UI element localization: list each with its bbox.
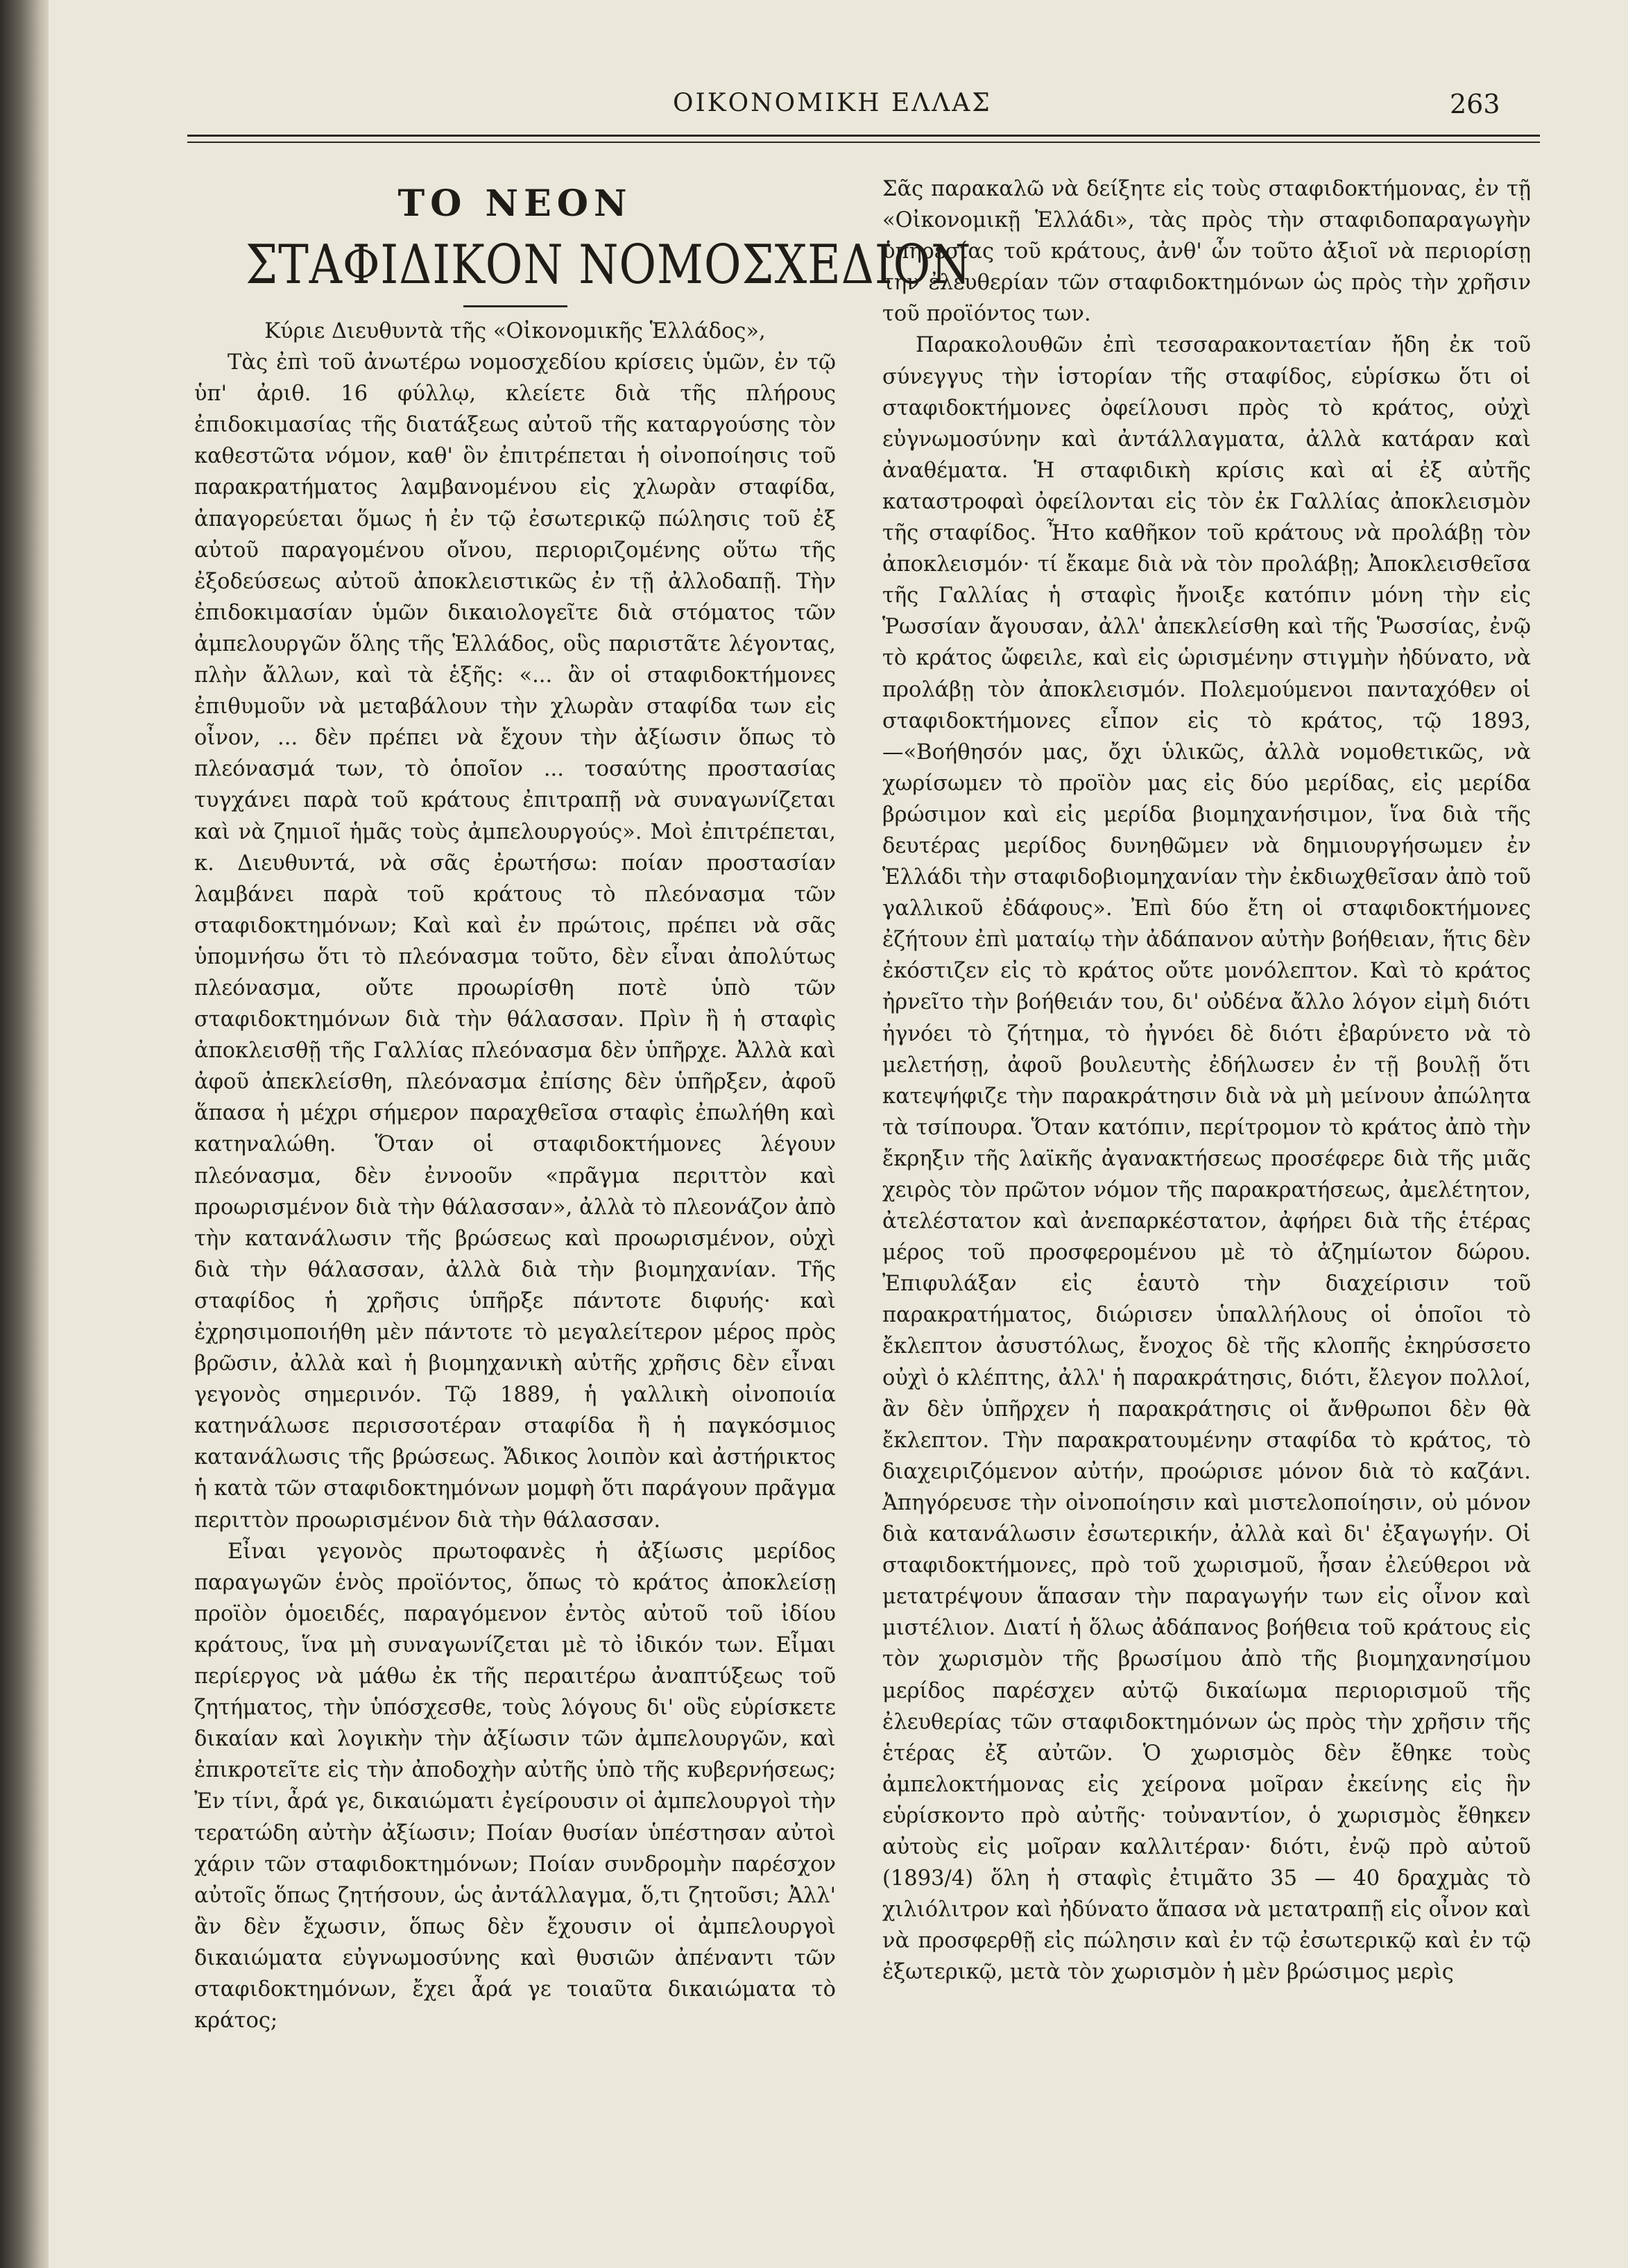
article-title-line2: ΣΤΑΦΙΔΙΚΟΝ ΝΟΜΟΣΧΕΔΙΟΝ <box>246 234 972 296</box>
header-rule-secondary <box>187 142 1540 143</box>
paragraph: Σᾶς παρακαλῶ νὰ δείξητε εἰς τοὺς σταφιδοκτήμονας, ἐν τῇ «Οἰκονομικῇ Ἑλλάδι», τὰς πρὸς τὴν σταφιδοπαραγωγὴν ὑπηρεσίας τοῦ κράτους, ἀνθ' ὧν τοῦτο ἀξιοῖ νὰ περιορίσῃ τὴν ἐλευθερίαν τῶν σταφιδοκτημόνων ὡς πρὸς τὴν χρῆσιν τοῦ προϊόντος των. <box>882 177 1531 327</box>
salutation: Κύριε Διευθυντὰ τῆς «Οἰκονομικῆς Ἑλλάδος», <box>264 319 766 343</box>
left-column <box>194 167 972 2036</box>
page-number: 263 <box>1450 89 1500 119</box>
page <box>49 0 1628 2268</box>
header-rule <box>187 135 1540 137</box>
paragraph: Τὰς ἐπὶ τοῦ ἀνωτέρω νομοσχεδίου κρίσεις ὑμῶν, ἐν τῷ ὑπ' ἀριθ. 16 φύλλῳ, κλείετε διὰ τῆς πλήρους ἐπιδοκιμασίας τῆς διατάξεως αὐτοῦ τῆς καταργούσης τὸν καθεστῶτα νόμον, καθ' ὃν ἐπιτρέπεται ἡ οἰνοποίησις τοῦ παρακρατήματος λαμβανομένου εἰς χλωρὰν σταφίδα, ἀπαγορεύεται ὅμως ἡ ἐν τῷ ἐσωτερικῷ πώλησις τοῦ ἐξ αὐτοῦ παραγομένου οἴνου, περιοριζομένης οὕτω τῆς ἐξοδεύσεως αὐτοῦ ἀποκλειστικῶς ἐν τῇ ἀλλοδαπῇ. Τὴν ἐπιδοκιμασίαν ὑμῶν δικαιολογεῖτε διὰ στόματος τῶν ἀμπελουργῶν ὅλης τῆς Ἑλλάδος, οὓς παριστᾶτε λέγοντας, πλὴν ἄλλων, καὶ τὰ ἑξῆς: «... ἂν οἱ σταφιδοκτήμονες ἐπιθυμοῦν νὰ μεταβάλουν τὴν χλωρὰν σταφίδα των εἰς οἶνον, ... δὲν πρέπει νὰ ἔχουν τὴν ἀξίωσιν ὅπως τὸ πλεόνασμά των, τὸ ὁποῖον ... τοσαύτης προστασίας τυγχάνει παρὰ τοῦ κράτους ἐπιτραπῇ νὰ συναγωνίζεται καὶ νὰ ζημιοῖ ἡμᾶς τοὺς ἀμπελουργούς». Μοὶ ἐπιτρέπεται, κ. Διευθυντά, νὰ σᾶς ἐρωτήσω: ποίαν προστασίαν λαμβάνει παρὰ τοῦ κράτους τὸ πλεόνασμα τῶν σταφιδοκτημόνων; Καὶ καὶ ἐν πρώτοις, πρέπει νὰ σᾶς ὑπομνήσω ὅτι τὸ πλεόνασμα τοῦτο, δὲν εἶναι ἀπολύτως πλεόνασμα, οὔτε προωρίσθη ποτὲ ὑπὸ τῶν σταφιδοκτημόνων διὰ τὴν θάλασσαν. Πρὶν ἢ ἡ σταφὶς ἀποκλεισθῇ τῆς Γαλλίας πλεόνασμα δὲν ὑπῆρχε. Ἀλλὰ καὶ ἀφοῦ ἀπεκλείσθη, πλεόνασμα ἐπίσης δὲν ὑπῆρξεν, ἀφοῦ ἅπασα ἡ μέχρι σήμερον παραχθεῖσα σταφὶς ἐπωλήθη καὶ κατηναλώθη. Ὅταν οἱ σταφιδοκτήμονες λέγουν πλεόνασμα, δὲν ἐννοοῦν «πρᾶγμα περιττὸν καὶ προωρισμένον διὰ τὴν θάλασσαν», ἀλλὰ τὸ πλεονάζον ἀπὸ τὴν κατανάλωσιν τῆς βρώσεως καὶ προωρισμένον, οὐχὶ διὰ τὴν θάλασσαν, ἀλλὰ διὰ τὴν βιομηχανίαν. Τῆς σταφίδος ἡ χρῆσις ὑπῆρξε πάντοτε διφυής· καὶ ἐχρησιμοποιήθη μὲν πάντοτε τὸ μεγαλείτερον μέρος πρὸς βρῶσιν, ἀλλὰ καὶ ἡ βιομηχανικὴ αὐτῆς χρῆσις δὲν εἶναι γεγονὸς σημερινόν. Τῷ 1889, ἡ γαλλικὴ οἰνοποιία κατηνάλωσε περισσοτέραν σταφίδα ἢ ἡ παγκόσμιος κατανάλωσις τῆς βρώσεως. Ἄδικος λοιπὸν καὶ ἀστήρικτος ἡ κατὰ τῶν σταφιδοκτημόνων μομφὴ ὅτι παράγουν πρᾶγμα περιττὸν προωρισμένον διὰ τὴν θάλασσαν. <box>194 350 836 1533</box>
title-divider <box>463 305 567 307</box>
right-column <box>882 173 1531 1988</box>
running-title: ΟΙΚΟΝΟΜΙΚΗ ΕΛΛΑΣ <box>673 89 992 117</box>
paragraph: Παρακολουθῶν ἐπὶ τεσσαρακονταετίαν ἤδη ἐκ τοῦ σύνεγγυς τὴν ἱστορίαν τῆς σταφίδος, εὑρίσκω ὅτι οἱ σταφιδοκτήμονες ὀφείλουσι πρὸς τὸ κράτος, οὐχὶ εὐγνωμοσύνην καὶ ἀντάλλαγματα, ἀλλὰ κατάραν καὶ ἀναθέματα. Ἡ σταφιδικὴ κρίσις καὶ αἱ ἐξ αὐτῆς καταστροφαὶ ὀφείλονται εἰς τὸν ἐκ Γαλλίας ἀποκλεισμὸν τῆς σταφίδος. Ἦτο καθῆκον τοῦ κράτους νὰ προλάβῃ τὸν ἀποκλεισμόν· τί ἔκαμε διὰ νὰ τὸν προλάβῃ; Ἀποκλεισθεῖσα τῆς Γαλλίας ἡ σταφὶς ἤνοιξε κατόπιν μόνη τὴν εἰς Ῥωσσίαν ἄγουσαν, ἀλλ' ἀπεκλείσθη καὶ τῆς Ῥωσσίας, ἐνῷ τὸ κράτος ὤφειλε, καὶ εἰς ὡρισμένην στιγμὴν ἠδύνατο, νὰ προλάβῃ τὸν ἀποκλεισμόν. Πολεμούμενοι πανταχόθεν οἱ σταφιδοκτήμονες εἶπον εἰς τὸ κράτος, τῷ 1893,—«Βοήθησόν μας, ὄχι ὑλικῶς, ἀλλὰ νομοθετικῶς, νὰ χωρίσωμεν τὸ προϊὸν μας εἰς δύο μερίδας, εἰς μερίδα βρώσιμον καὶ εἰς μερίδα βιομηχανήσιμον, ἵνα διὰ τῆς δευτέρας μερίδος δυνηθῶμεν νὰ δημιουργήσωμεν ἐν Ἑλλάδι τὴν σταφιδοβιομηχανίαν τὴν ἐκδιωχθεῖσαν ἀπὸ τοῦ γαλλικοῦ ἐδάφους». Ἐπὶ δύο ἔτη οἱ σταφιδοκτήμονες ἐζήτουν ἐπὶ ματαίῳ τὴν ἀδάπανον αὐτὴν βοήθειαν, ἥτις δὲν ἐκόστιζεν εἰς τὸ κράτος οὔτε μονόλεπτον. Καὶ τὸ κράτος ἠρνεῖτο τὴν βοήθειάν του, δι' οὐδένα ἄλλο λόγον εἰμὴ διότι ἠγνόει τὸ ζήτημα, τὸ ἠγνόει δὲ διότι ἐβαρύνετο νὰ τὸ μελετήσῃ, ἀφοῦ βουλευτὴς ἐδήλωσεν ἐν τῇ βουλῇ ὅτι κατεψήφιζε τὴν παρακράτησιν διὰ νὰ μὴ μείνουν ἀπώλητα τὰ τσίπουρα. Ὅταν κατόπιν, περίτρομον τὸ κράτος ἀπὸ τὴν ἔκρηξιν τῆς λαϊκῆς ἀγανακτήσεως προσέφερε διὰ τῆς μιᾶς χειρὸς τὸν πρῶτον νόμον τῆς παρακρατήσεως, ἀμελέτητον, ἀτελέστατον καὶ ἀνεπαρκέστατον, ἀφήρει διὰ τῆς ἑτέρας μέρος τοῦ προσφερομένου μὲ τὸ ἀζημίωτον δώρου. Ἐπιφυλάξαν εἰς ἑαυτὸ τὴν διαχείρισιν τοῦ παρακρατήματος, διώρισεν ὑπαλλήλους οἱ ὁποῖοι τὸ ἔκλεπτον ἀσυστόλως, ἔνοχος δὲ τῆς κλοπῆς ἐκηρύσσετο οὐχὶ ὁ κλέπτης, ἀλλ' ἡ παρακράτησις, διότι, ἔλεγον πολλοί, ἂν δὲν ὑπῆρχεν ἡ παρακράτησις οἱ ἄνθρωποι δὲν θὰ ἔκλεπτον. Τὴν παρακρατουμένην σταφίδα τὸ κράτος, τὸ διαχειριζόμενον αὐτήν, προώρισε μόνον διὰ τὸ καζάνι. Ἀπηγόρευσε τὴν οἰνοποίησιν καὶ μιστελοποίησιν, οὐ μόνον διὰ κατανάλωσιν ἐσωτερικήν, ἀλλὰ καὶ δι' ἐξαγωγήν. Οἱ σταφιδοκτήμονες, πρὸ τοῦ χωρισμοῦ, ἦσαν ἐλεύθεροι νὰ μετατρέψουν ἅπασαν τὴν παραγωγήν των εἰς οἶνον καὶ μιστέλιον. Διατί ἡ ὅλως ἀδάπανος βοήθεια τοῦ κράτους εἰς τὸν χωρισμὸν τῆς βρωσίμου ἀπὸ τῆς βιομηχανησίμου μερίδος παρέσχεν αὐτῷ δικαίωμα περιορισμοῦ τῆς ἐλευθερίας τῶν σταφιδοκτημόνων ὡς πρὸς τὴν χρῆσιν τῆς ἑτέρας ἐξ αὐτῶν. Ὁ χωρισμὸς δὲν ἔθηκε τοὺς ἀμπελοκτήμονας εἰς χείρονα μοῖραν ἐκείνης εἰς ἣν εὑρίσκοντο πρὸ αὐτῆς· τοὐναντίον, ὁ χωρισμὸς ἔθηκεν αὐτοὺς εἰς μοῖραν καλλιτέραν· διότι, ἐνῷ πρὸ αὐτοῦ (1893/4) ὅλη ἡ σταφὶς ἐτιμᾶτο 35 — 40 δραχμὰς τὸ χιλιόλιτρον καὶ ἠδύνατο ἅπασα νὰ μετατραπῇ εἰς οἶνον καὶ νὰ προσφερθῇ εἰς πώλησιν καὶ ἐν τῷ ἐσωτερικῷ καὶ ἐν τῷ ἐξωτερικῷ, μετὰ τὸν χωρισμὸν ἡ μὲν βρώσιμος μερὶς <box>882 333 1531 1985</box>
article-title-line1: ΤΟ ΝΕΟΝ <box>397 182 633 225</box>
book-binding-shadow <box>0 0 49 2268</box>
paragraph: Εἶναι γεγονὸς πρωτοφανὲς ἡ ἀξίωσις μερίδος παραγωγῶν ἑνὸς προϊόντος, ὅπως τὸ κράτος ἀποκλείσῃ προϊὸν ὁμοειδές, παραγόμενον ἐντὸς αὐτοῦ τοῦ ἰδίου κράτους, ἵνα μὴ συναγωνίζεται μὲ τὸ ἰδικόν των. Εἶμαι περίεργος νὰ μάθω ἐκ τῆς περαιτέρω ἀναπτύξεως τοῦ ζητήματος, τὴν ὑπόσχεσθε, τοὺς λόγους δι' οὓς εὑρίσκετε δικαίαν καὶ λογικὴν τὴν ἀξίωσιν τῶν ἀμπελουργῶν, καὶ ἐπικροτεῖτε εἰς τὴν ἀποδοχὴν αὐτῆς ὑπὸ τῆς κυβερνήσεως; Ἐν τίνι, ἆρά γε, δικαιώματι ἐγείρουσιν οἱ ἀμπελουργοὶ τὴν τερατώδη αὐτὴν ἀξίωσιν; Ποίαν θυσίαν ὑπέστησαν αὐτοὶ χάριν τῶν σταφιδοκτημόνων; Ποίαν συνδρομὴν παρέσχον αὐτοῖς ὅπως ζητήσουν, ὡς ἀντάλλαγμα, ὅ,τι ζητοῦσι; Ἀλλ' ἂν δὲν ἔχωσιν, ὅπως δὲν ἔχουσιν οἱ ἀμπελουργοὶ δικαιώματα εὐγνωμοσύνης καὶ θυσιῶν ἀπέναντι τῶν σταφιδοκτημόνων, ἔχει ἆρά γε τοιαῦτα δικαιώματα τὸ κράτος; <box>194 1539 836 2033</box>
